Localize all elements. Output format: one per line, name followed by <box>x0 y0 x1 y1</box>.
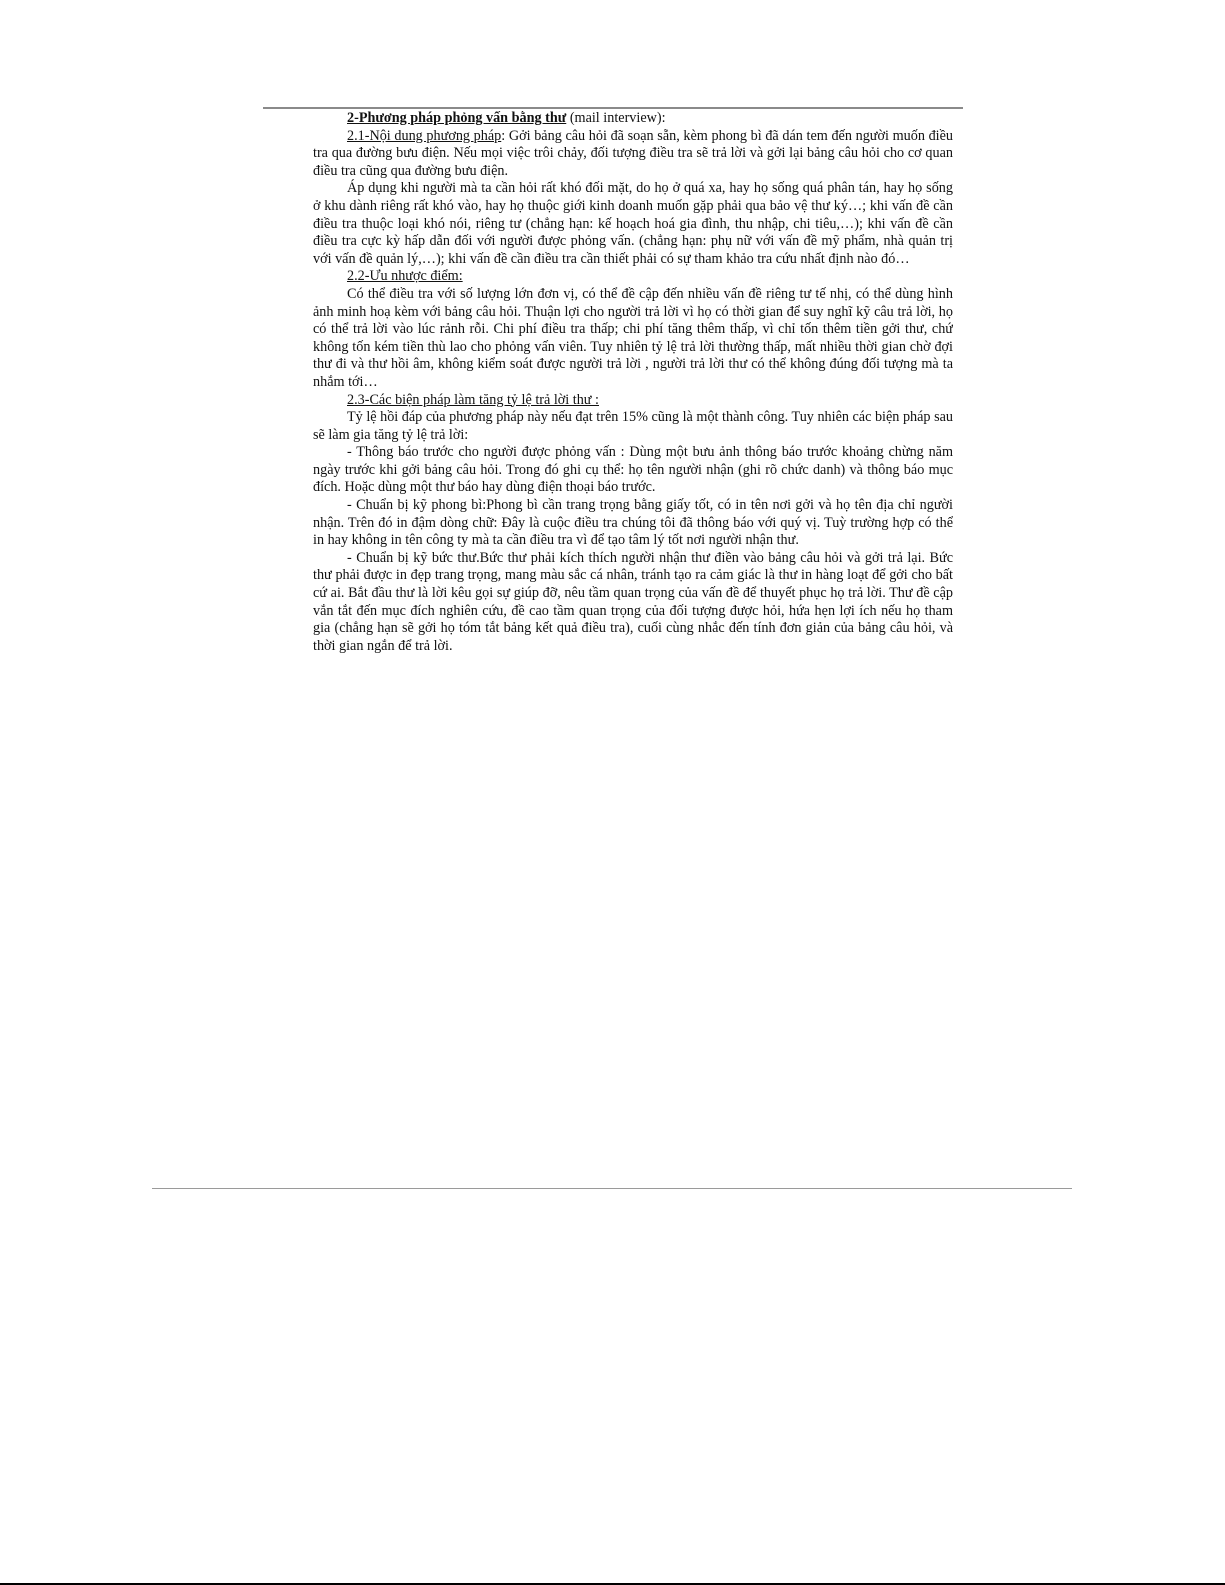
pros-cons-paragraph: Có thể điều tra với số lượng lớn đơn vị, có thể đề cập đến nhiều vấn đề riêng tư tế nhị, có thể dùng hình ảnh minh hoạ kèm với bảng câu hỏi. Thuận lợi cho người trả lời vì họ có thời gian để suy nghĩ kỹ câu trả lời, họ có thể trả lời vào lúc rảnh rỗi. Chi phí điều tra thấp; chi phí tăng thêm thấp, vì chỉ tốn thêm tiền gởi thư, chứ không tốn kém tiền thù lao cho phỏng vấn viên. Tuy nhiên tỷ lệ trả lời thường thấp, mất nhiều thời gian chờ đợi thư đi và thư hồi âm, không kiểm soát được người trả lời , người trả lời thư có thể không đúng đối tượng mà ta nhắm tới… <box>313 285 953 390</box>
section-2-3-heading <box>313 392 953 410</box>
section-2-1-paragraph <box>313 128 953 181</box>
envelope-paragraph: - Chuẩn bị kỹ phong bì:Phong bì cần trang trọng bằng giấy tốt, có in tên nơi gởi và họ tên địa chỉ người nhận. Trên đó in đậm dòng chữ: Đây là cuộc điều tra chúng tôi đã thông báo với quý vị. Tuỳ trường hợp có thể in hay không in tên công ty mà ta cần điều tra vì để tạo tâm lý tốt nơi người nhận thư. <box>313 497 953 549</box>
heading-subtitle: (mail interview): <box>566 110 666 126</box>
advance-notice-paragraph: - Thông báo trước cho người được phỏng vấn : Dùng một bưu ảnh thông báo trước khoảng chừng năm ngày trước khi gởi bảng câu hỏi. Trong đó ghi cụ thể: họ tên người nhận (ghi rõ chức danh) và thông báo mục đích. Hoặc dùng một thư báo hay dùng điện thoại báo trước. <box>313 444 953 496</box>
top-divider <box>263 107 963 109</box>
apply-paragraph: Áp dụng khi người mà ta cần hỏi rất khó đối mặt, do họ ở quá xa, hay họ sống quá phân tán, hay họ sống ở khu dành riêng rất khó vào, hay họ thuộc giới kinh doanh muốn gặp phải qua bảo vệ thư ký…; khi vấn đề cần điều tra thuộc loại khó nói, riêng tư (chẳng hạn: kế hoạch hoá gia đình, thu nhập, chi tiêu,…); khi vấn đề cần điều tra cực kỳ hấp dẫn đối với người được phỏng vấn. (chẳng hạn: phụ nữ với vấn đề mỹ phẩm, nhà quản trị với vấn đề quản lý,…); khi vấn đề cần điều tra cần thiết phải có sự tham khảo tra cứu nhất định nào đó… <box>313 180 953 267</box>
cover-letter-paragraph: - Chuẩn bị kỹ bức thư.Bức thư phải kích thích người nhận thư điền vào bảng câu hỏi và gởi trả lại. Bức thư phải được in đẹp trang trọng, mang màu sắc cá nhân, tránh tạo ra cảm giác là thư in hàng loạt để gởi cho bất cứ ai. Bắt đầu thư là lời kêu gọi sự giúp đỡ, nêu tầm quan trọng của vấn đề để thuyết phục họ trả lời. Thư đề cập vắn tắt đến mục đích nghiên cứu, đề cao tầm quan trọng của đối tượng được hỏi, hứa hẹn lợi ích nếu họ tham gia (chẳng hạn sẽ gởi họ tóm tắt bảng kết quả điều tra), cuối cùng nhắc đến tính đơn giản của bảng câu hỏi, và thời gian ngắn để trả lời. <box>313 549 953 654</box>
response-rate-paragraph: Tỷ lệ hồi đáp của phương pháp này nếu đạt trên 15% cũng là một thành công. Tuy nhiên các biện pháp sau sẽ làm gia tăng tỷ lệ trả lời: <box>313 409 953 443</box>
section-2-1-text: : Gởi bảng câu hỏi đã soạn sẵn, kèm phong bì đã dán tem đến người muốn điều tra qua đường bưu điện. Nếu mọi việc trôi chảy, đối tượng điều tra sẽ trả lời và gởi lại bảng câu hỏi cho cơ quan điều tra cũng qua đường bưu điện. <box>313 127 953 179</box>
document-body <box>313 110 953 695</box>
section-2-3-title: 2.3-Các biện pháp làm tăng tỷ lệ trả lời thư : <box>347 391 599 408</box>
heading-title: 2-Phương pháp phỏng vấn bằng thư <box>347 110 567 126</box>
section-heading <box>313 110 953 128</box>
section-2-2-heading <box>313 268 953 286</box>
section-2-2-title: 2.2-Ưu nhược điểm: <box>347 268 463 285</box>
section-2-1-title: 2.1-Nội dung phương pháp <box>347 127 502 144</box>
bottom-divider <box>152 1188 1072 1189</box>
